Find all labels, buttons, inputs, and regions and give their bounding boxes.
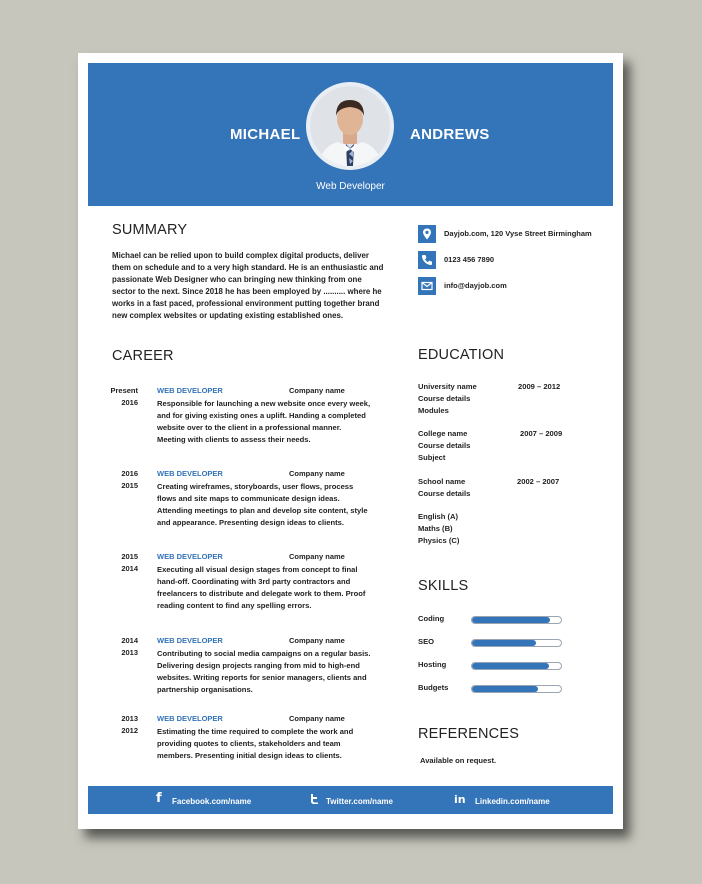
- skill-bar-fill: [472, 617, 550, 623]
- career-year-to: 2013: [121, 648, 138, 657]
- facebook-icon: f: [156, 791, 162, 806]
- skill-bar: [471, 639, 562, 647]
- skill-label: Budgets: [418, 683, 449, 692]
- career-role: WEB DEVELOPER: [157, 552, 223, 561]
- career-company: Company name: [289, 386, 345, 395]
- summary-heading: SUMMARY: [112, 222, 188, 238]
- subject-item: Maths (B): [418, 523, 453, 533]
- skill-bar: [471, 685, 562, 693]
- skill-row: [418, 637, 578, 649]
- first-name: MICHAEL: [230, 126, 301, 143]
- twitter-icon: [309, 793, 321, 808]
- skill-bar: [471, 616, 562, 624]
- references-heading: REFERENCES: [418, 726, 520, 742]
- skill-row: [418, 683, 578, 695]
- resume-page: [78, 53, 623, 829]
- education-course: Course details: [418, 488, 471, 498]
- career-company: Company name: [289, 714, 345, 723]
- career-year-from: 2016: [121, 469, 138, 478]
- resume-header: [88, 63, 613, 206]
- career-year-to: 2014: [121, 564, 138, 573]
- career-description: Creating wireframes, storyboards, user flows, process flows and site maps to communicate design ideas. Attending meetings to plan and develop site content, style and appearance. Presenting design ideas to clients.: [157, 482, 368, 527]
- career-year-from: 2015: [121, 552, 138, 561]
- education-course: Course details: [418, 393, 471, 403]
- education-entry: [418, 476, 588, 500]
- summary-text: Michael can be relied upon to build complex digital products, deliver them on schedule and to a very high standard. He is an enthusiastic and passionate Web Designer who can bringing new thinking from one sector to the next. Since 2018 he has been employed by .......... where he works in a fast paced, professional environment putting together brand new complex websites or updating existing established ones.: [112, 251, 384, 320]
- skill-row: [418, 660, 578, 672]
- skill-bar-fill: [472, 663, 549, 669]
- twitter-text[interactable]: Twitter.com/name: [326, 797, 393, 806]
- career-role: WEB DEVELOPER: [157, 714, 223, 723]
- career-description: Contributing to social media campaigns on a regular basis. Delivering design projects ranging from mid to high-end websites. Writing reports for senior managers, clients and partnership organisations.: [157, 649, 371, 694]
- education-course: Course details: [418, 440, 471, 450]
- skills-heading: SKILLS: [418, 578, 469, 594]
- job-title: Web Developer: [316, 181, 385, 192]
- envelope-icon: [418, 277, 436, 295]
- facebook-text[interactable]: Facebook.com/name: [172, 797, 252, 806]
- education-institution: School name: [418, 477, 466, 486]
- skill-row: [418, 614, 578, 626]
- education-heading: EDUCATION: [418, 347, 505, 363]
- education-subjects: [418, 511, 588, 546]
- skill-bar-fill: [472, 686, 538, 692]
- education-institution: College name: [418, 429, 468, 438]
- last-name: ANDREWS: [410, 126, 490, 143]
- education-institution: University name: [418, 382, 477, 391]
- education-years: 2007 – 2009: [520, 429, 563, 438]
- education-years: 2009 – 2012: [518, 382, 561, 391]
- skill-label: SEO: [418, 637, 435, 646]
- career-company: Company name: [289, 469, 345, 478]
- education-entry: [418, 381, 588, 416]
- linkedin-icon: in: [454, 793, 466, 806]
- resume-content: [88, 206, 613, 786]
- references-text: Available on request.: [420, 756, 497, 765]
- career-description: Responsible for launching a new website once every week, and for giving existing ones a uplift. Handing a completed website over to the client in a professional manner. Meeting with clients to assess their needs.: [157, 399, 371, 444]
- skill-bar: [471, 662, 562, 670]
- skill-label: Coding: [418, 614, 445, 623]
- location-pin-icon: [418, 225, 436, 243]
- career-year-from: 2013: [121, 714, 138, 723]
- career-role: WEB DEVELOPER: [157, 469, 223, 478]
- career-role: WEB DEVELOPER: [157, 636, 223, 645]
- career-company: Company name: [289, 636, 345, 645]
- career-description: Executing all visual design stages from concept to final hand-off. Coordinating with 3rd party contractors and freelancers to distribute and delegate work to them. Proof reading content to find any spelling errors.: [157, 565, 366, 610]
- career-heading: CAREER: [112, 348, 174, 364]
- career-year-from: 2014: [121, 636, 138, 645]
- skill-bar-fill: [472, 640, 536, 646]
- career-year-to: 2015: [121, 481, 138, 490]
- subject-item: English (A): [418, 512, 459, 521]
- career-role: WEB DEVELOPER: [157, 386, 223, 395]
- resume-footer: [88, 786, 613, 814]
- education-detail: Subject: [418, 452, 446, 462]
- career-description: Estimating the time required to complete the work and providing quotes to clients, stakeholders and team members. Presenting initial design ideas to clients.: [157, 727, 354, 760]
- subject-item: Physics (C): [418, 535, 460, 545]
- education-years: 2002 – 2007: [517, 477, 560, 486]
- linkedin-text[interactable]: Linkedin.com/name: [475, 797, 550, 806]
- phone-text: 0123 456 7890: [444, 255, 495, 264]
- education-detail: Modules: [418, 405, 449, 415]
- career-year-to: 2016: [121, 398, 138, 407]
- career-company: Company name: [289, 552, 345, 561]
- phone-icon: [418, 251, 436, 269]
- education-entry: [418, 428, 588, 463]
- skill-label: Hosting: [418, 660, 447, 669]
- avatar-illustration: [310, 86, 390, 166]
- address-text: Dayjob.com, 120 Vyse Street Birmingham: [444, 229, 592, 238]
- email-link[interactable]: info@dayjob.com: [444, 281, 507, 290]
- profile-photo: [310, 86, 390, 166]
- career-year-to: 2012: [121, 726, 138, 735]
- career-year-from: Present: [110, 386, 138, 395]
